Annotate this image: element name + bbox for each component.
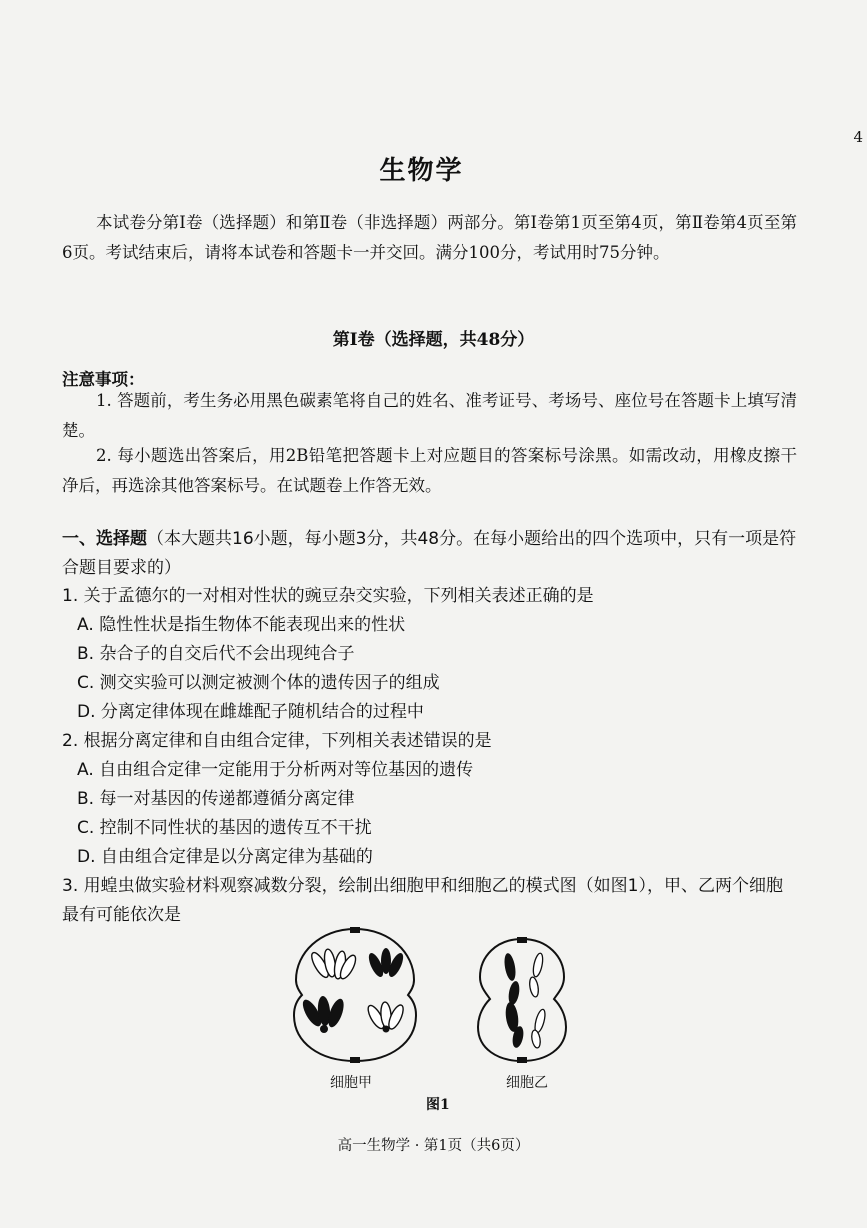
question-option: D. 分离定律体现在雌雄配子随机结合的过程中	[77, 702, 424, 722]
cell-a-diagram	[290, 925, 420, 1065]
page-footer: 高一生物学 · 第1页（共6页）	[337, 1138, 530, 1154]
part-one-description: （本大题共16小题，每小题3分，共48分。在每小题给出的四个选项中，只有一项是符合题目要求的）	[62, 529, 797, 578]
notice-item: 2. 每小题选出答案后，用2B铅笔把答题卡上对应题目的答案标号涂黑。如需改动，用橡皮擦干净后，再选涂其他答案标号。在试题卷上作答无效。	[62, 446, 797, 495]
question-option: B. 杂合子的自交后代不会出现纯合子	[77, 644, 355, 664]
page-title: 生物学	[379, 156, 464, 186]
question-stem: 3. 用蝗虫做实验材料观察减数分裂，绘制出细胞甲和细胞乙的模式图（如图1），甲、乙两个细胞最有可能依次是	[62, 876, 783, 925]
section-title: 第Ⅰ卷（选择题，共48分）	[332, 330, 535, 350]
part-one-heading	[62, 525, 802, 583]
cell-b-label: 细胞乙	[506, 1075, 548, 1091]
question-option: B. 每一对基因的传递都遵循分离定律	[77, 789, 355, 809]
notice-heading: 注意事项：	[62, 370, 145, 389]
question-option: A. 自由组合定律一定能用于分析两对等位基因的遗传	[77, 760, 474, 780]
question-option: C. 控制不同性状的基因的遗传互不干扰	[77, 818, 372, 838]
notice-item: 1. 答题前，考生务必用黑色碳素笔将自己的姓名、准考证号、考场号、座位号在答题卡上填写清楚。	[62, 391, 797, 440]
question-option: A. 隐性性状是指生物体不能表现出来的性状	[77, 615, 406, 635]
question-option: C. 测交实验可以测定被测个体的遗传因子的组成	[77, 673, 440, 693]
corner-mark: 4	[853, 128, 863, 146]
figure-caption: 图1	[426, 1097, 450, 1113]
intro-paragraph: 本试卷分第Ⅰ卷（选择题）和第Ⅱ卷（非选择题）两部分。第Ⅰ卷第1页至第4页，第Ⅱ卷第4页至第6页。考试结束后，请将本试卷和答题卡一并交回。满分100分，考试用时75分钟。	[62, 213, 797, 262]
part-one-title: 一、选择题	[62, 529, 147, 549]
question-stem: 1. 关于孟德尔的一对相对性状的豌豆杂交实验，下列相关表述正确的是	[62, 586, 594, 606]
cell-b-diagram	[472, 935, 572, 1065]
cell-a-label: 细胞甲	[330, 1075, 372, 1091]
question-option: D. 自由组合定律是以分离定律为基础的	[77, 847, 373, 867]
question-stem: 2. 根据分离定律和自由组合定律，下列相关表述错误的是	[62, 731, 492, 751]
